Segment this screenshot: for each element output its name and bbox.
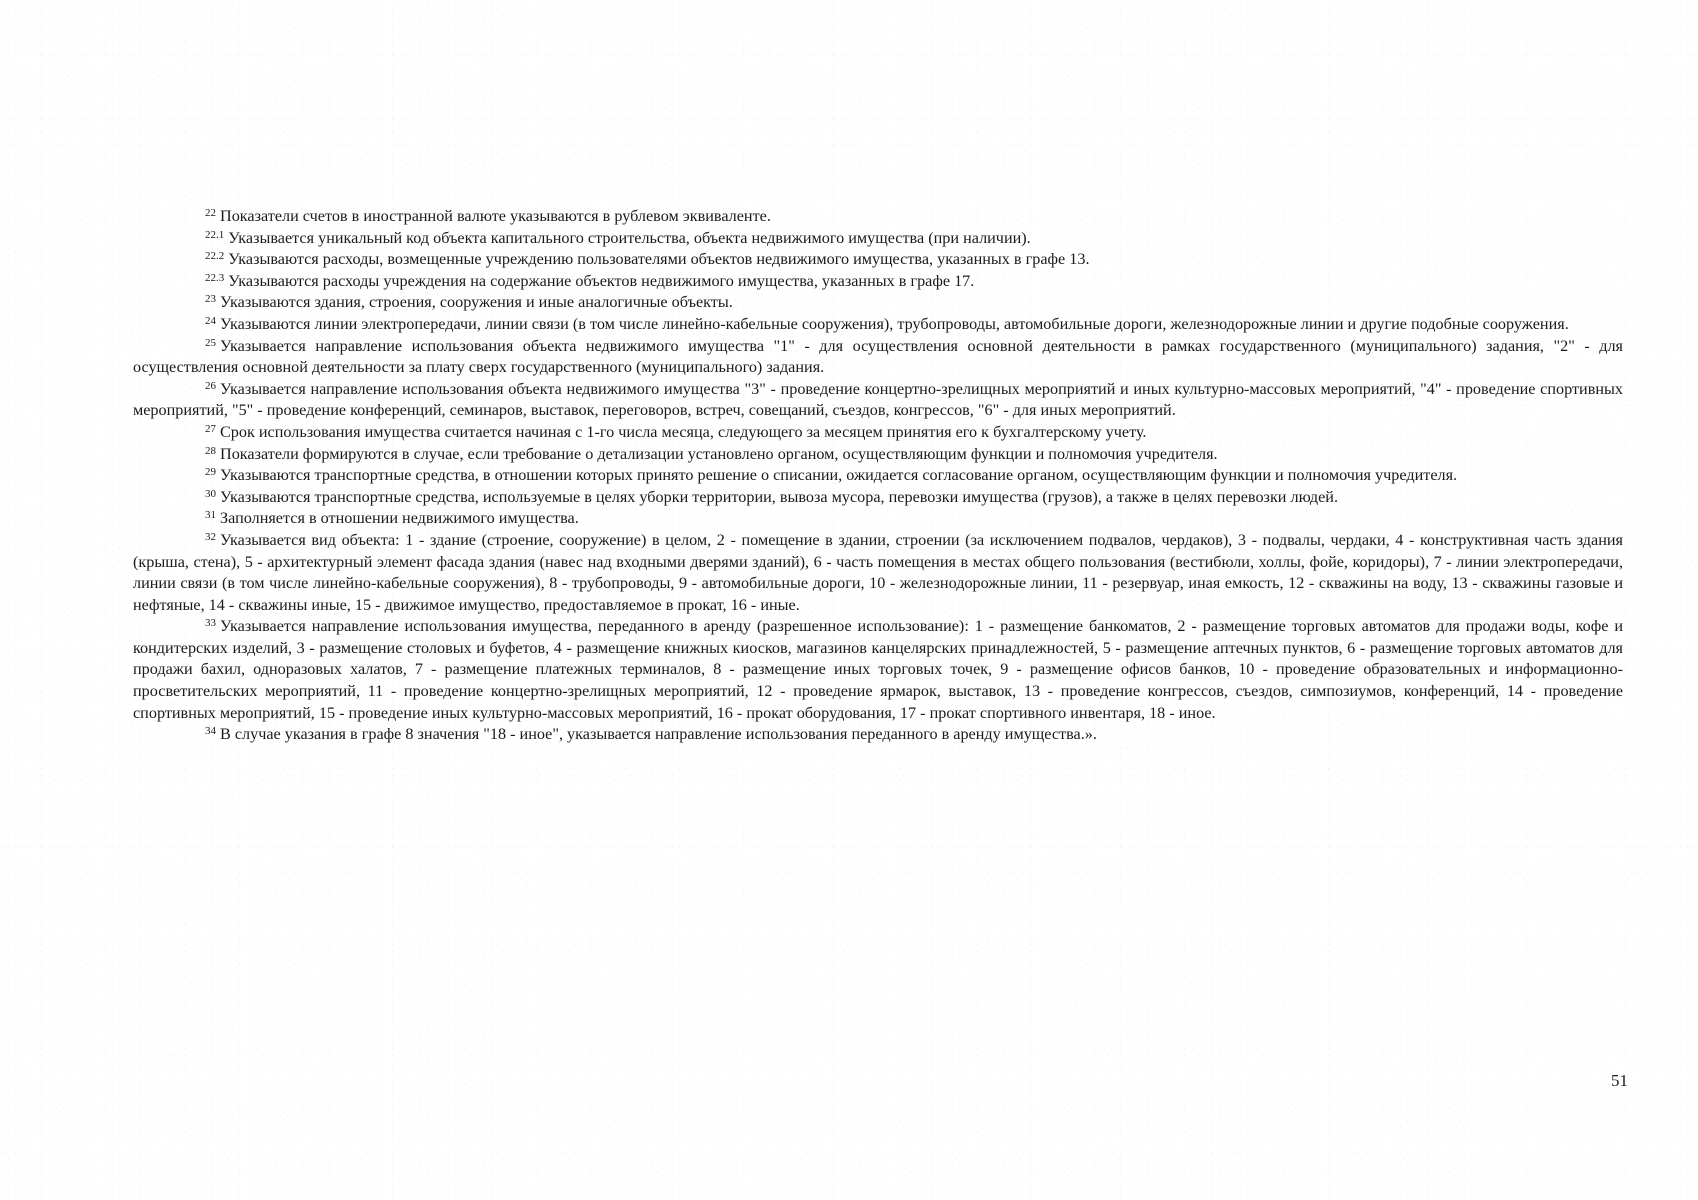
footnote-number: 28 (205, 444, 216, 457)
footnote-text: Указываются расходы, возмещенные учреждению пользователями объектов недвижимого имущества, указанных в графе 13. (228, 250, 1090, 269)
footnote-text: Указываются линии электропередачи, линии связи (в том числе линейно-кабельные сооружения), трубопроводы, автомобильные дороги, железнодорожные линии и другие подобные сооружения. (220, 314, 1569, 333)
footnote-23 (133, 292, 1623, 314)
footnote-28 (133, 444, 1623, 466)
footnote-text: Указываются расходы учреждения на содержание объектов недвижимого имущества, указанных в графе 17. (228, 271, 975, 290)
footnote-34 (133, 724, 1623, 746)
footnote-number: 32 (205, 530, 216, 543)
footnote-text: Заполняется в отношении недвижимого имущества. (220, 509, 579, 528)
footnote-24 (133, 314, 1623, 336)
footnote-22-2 (133, 249, 1623, 271)
footnote-text: Указывается направление использования объекта недвижимого имущества "3" - проведение концертно-зрелищных мероприятий и иных культурно-массовых мероприятий, "4" - проведение спортивных мероприятий, "5" - проведение конференций, семинаров, выставок, переговоров, встреч, совещаний, съездов, конгрессов, "6" - для иных мероприятий. (133, 379, 1623, 420)
footnote-31 (133, 508, 1623, 530)
footnote-text: Срок использования имущества считается начиная с 1-го числа месяца, следующего за месяцем принятия его к бухгалтерскому учету. (220, 422, 1147, 441)
footnote-number: 22 (205, 207, 216, 219)
footnote-text: Указываются транспортные средства, используемые в целях уборки территории, вывоза мусора, перевозки имущества (грузов), а также в целях перевозки людей. (220, 487, 1339, 506)
footnote-number: 22.1 (205, 228, 225, 241)
footnote-26 (133, 379, 1623, 422)
footnote-number: 22.2 (205, 250, 225, 263)
footnote-text: Показатели счетов в иностранной валюте указываются в рублевом эквиваленте. (220, 207, 771, 225)
footnote-22-3 (133, 271, 1623, 293)
footnote-text: Указывается уникальный код объекта капитального строительства, объекта недвижимого имущества (при наличии). (228, 228, 1031, 247)
footnote-22 (133, 206, 1623, 228)
footnote-number: 29 (205, 466, 216, 479)
footnote-text: Показатели формируются в случае, если требование о детализации установлено органом, осуществляющим функции и полномочия учредителя. (220, 444, 1218, 463)
footnotes-block (133, 206, 1623, 746)
footnote-text: Указываются здания, строения, сооружения и иные аналогичные объекты. (220, 293, 733, 312)
footnote-text: Указывается направление использования имущества, переданного в аренду (разрешенное использование): 1 - размещение банкоматов, 2 - размещение торговых автоматов для продажи воды, кофе и кондитерских изделий, 3 - размещение столовых и буфетов, 4 - размещение книжных киосков, магазинов канцелярских принадлежностей, 5 - размещение аптечных пунктов, 6 - размещение торговых автоматов для продажи бахил, одноразовых халатов, 7 - размещение платежных терминалов, 8 - размещение иных торговых точек, 9 - размещение офисов банков, 10 - проведение образовательных и информационно-просветительских мероприятий, 11 - проведение концертно-зрелищных мероприятий, 12 - проведение ярмарок, выставок, 13 - проведение конгрессов, съездов, симпозиумов, конференций, 14 - проведение спортивных мероприятий, 15 - проведение иных культурно-массовых мероприятий, 16 - прокат оборудования, 17 - прокат спортивного инвентаря, 18 - иное. (133, 617, 1623, 722)
footnote-33 (133, 616, 1623, 724)
footnote-number: 30 (205, 487, 216, 500)
footnote-number: 24 (205, 314, 216, 327)
footnote-22-1 (133, 228, 1623, 250)
footnote-number: 23 (205, 293, 216, 306)
page-number: 51 (1611, 1071, 1628, 1090)
footnote-text: Указывается вид объекта: 1 - здание (строение, сооружение) в целом, 2 - помещение в здании, строении (за исключением подвалов, чердаков), 3 - подвалы, чердаки, 4 - конструктивная часть здания (крыша, стена), 5 - архитектурный элемент фасада здания (навес над входными дверями зданий), 6 - часть помещения в местах общего пользования (вестибюли, холлы, фойе, коридоры), 7 - линии электропередачи, линии связи (в том числе линейно-кабельные сооружения), 8 - трубопроводы, 9 - автомобильные дороги, 10 - железнодорожные линии, 11 - резервуар, иная емкость, 12 - скважины на воду, 13 - скважины газовые и нефтяные, 14 - скважины иные, 15 - движимое имущество, предоставляемое в прокат, 16 - иные. (133, 530, 1623, 614)
footnote-30 (133, 487, 1623, 509)
footnote-number: 26 (205, 379, 216, 392)
footnote-29 (133, 465, 1623, 487)
footnote-text: Указываются транспортные средства, в отношении которых принято решение о списании, ожидается согласование органом, осуществляющим функции и полномочия учредителя. (220, 466, 1458, 485)
footnote-number: 27 (205, 422, 216, 435)
footnote-text: В случае указания в графе 8 значения "18 - иное", указывается направление использования переданного в аренду имущества.». (220, 725, 1097, 744)
footnote-text: Указывается направление использования объекта недвижимого имущества "1" - для осуществления основной деятельности в рамках государственного (муниципального) задания, "2" - для осуществления основной деятельности за плату сверх государственного (муниципального) задания. (133, 336, 1623, 377)
footnote-number: 31 (205, 509, 216, 522)
footnote-25 (133, 336, 1623, 379)
footnote-number: 33 (205, 617, 216, 630)
footnote-number: 25 (205, 336, 216, 349)
footnote-32 (133, 530, 1623, 616)
footnote-27 (133, 422, 1623, 444)
footnote-number: 34 (205, 725, 216, 738)
footnote-number: 22.3 (205, 271, 225, 284)
